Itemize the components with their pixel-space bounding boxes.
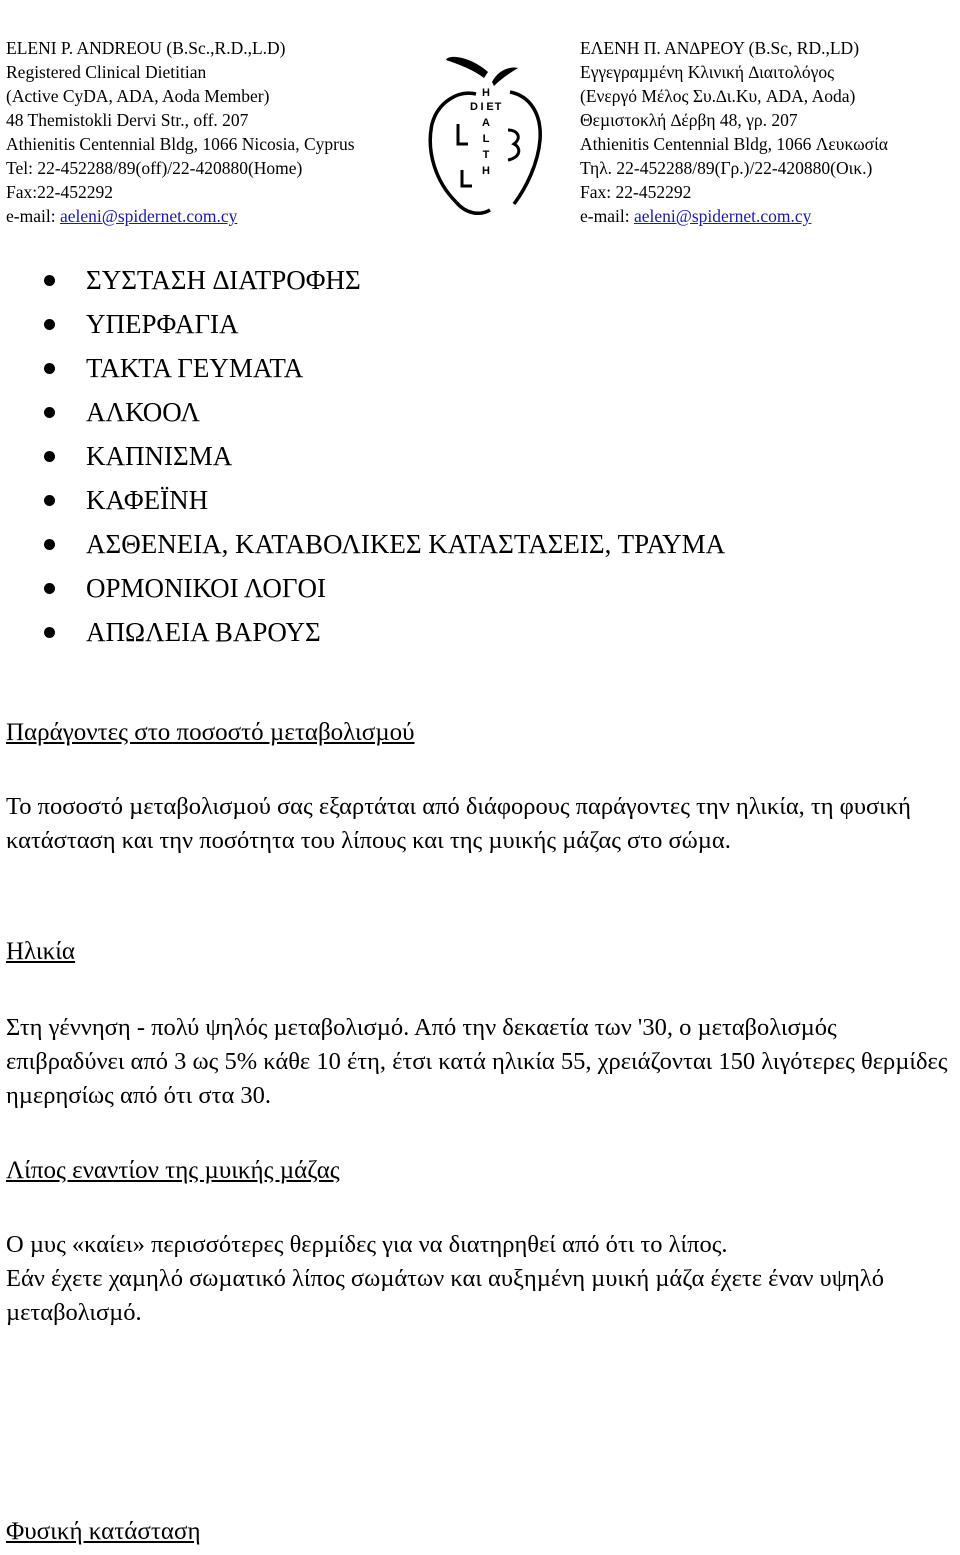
list-item-label: ΚΑΦΕΪΝΗ xyxy=(86,485,209,515)
list-item xyxy=(44,434,725,478)
logo-letter-e: E xyxy=(486,101,494,113)
telephone-gr: Τηλ. 22-452288/89(Γρ.)/22-420880(Οικ.) xyxy=(580,158,873,178)
bullet-icon xyxy=(44,451,55,462)
header-right xyxy=(580,36,888,228)
email-label: e-mail: xyxy=(6,206,60,226)
email-row-gr xyxy=(580,204,888,228)
dietitian-name-gr: ΕΛΕΝΗ Π. ΑΝ∆ΡΕΟΥ (B.Sc, RD.,LD) xyxy=(580,38,860,58)
list-item-label: ΚΑΠΝΙΣΜΑ xyxy=(86,441,233,471)
bullet-icon xyxy=(44,539,55,550)
address-line-1-gr: Θεµιστοκλή ∆έρβη 48, γρ. 207 xyxy=(580,110,798,130)
bullet-icon xyxy=(44,583,55,594)
logo-letter-h2: H xyxy=(482,165,490,177)
bullet-icon xyxy=(44,319,55,330)
list-item-label: ΤΑΚΤΑ ΓΕΥΜΑΤΑ xyxy=(86,353,304,383)
logo-letter-l: L xyxy=(482,133,490,145)
logo-letter-h: H xyxy=(482,87,490,99)
dietitian-title-gr: Εγγεγραµµένη Κλινική ∆ιαιτολόγος xyxy=(580,62,835,82)
list-item-label: ΑΛΚΟΟΛ xyxy=(86,397,200,427)
list-item-label: ΣΥΣΤΑΣΗ ∆ΙΑΤΡΟΦΗΣ xyxy=(86,265,361,295)
list-item xyxy=(44,346,725,390)
email-link[interactable]: aeleni@spidernet.com.cy xyxy=(59,206,238,226)
list-item xyxy=(44,302,725,346)
fat-paragraph-2: Εάν έχετε χαµηλό σωµατικό λίπος σωµάτων και αυξηµένη µυική µάζα έχετε έναν υψηλό µεταβολισµό. xyxy=(6,1265,884,1326)
membership-en: (Active CyDA, ADA, Aoda Member) xyxy=(6,86,270,106)
list-item-label: ΑΣΘΕΝΕΙΑ, ΚΑΤΑΒΟΛΙΚΕΣ ΚΑΤΑΣΤΑΣΕΙΣ, ΤΡΑΥΜΑ xyxy=(86,529,726,559)
list-item xyxy=(44,522,725,566)
fax-en: Fax:22-452292 xyxy=(6,182,113,202)
list-item xyxy=(44,478,725,522)
logo-letter-t2: T xyxy=(482,149,490,161)
bullet-icon xyxy=(44,275,55,286)
list-item-label: ΟΡΜΟΝΙΚΟΙ ΛΟΓΟΙ xyxy=(86,573,326,603)
bullet-icon xyxy=(44,363,55,374)
logo-letter-a: A xyxy=(482,117,490,129)
dietitian-name-en: ELENI P. ANDREOU (B.Sc.,R.D.,L.D) xyxy=(6,38,286,58)
bullet-icon xyxy=(44,495,55,506)
list-item xyxy=(44,258,725,302)
bullet-icon xyxy=(44,407,55,418)
header-left xyxy=(6,36,355,228)
logo-letter-i: I xyxy=(480,101,484,113)
list-item xyxy=(44,390,725,434)
address-line-2-en: Athienitis Centennial Bldg, 1066 Nicosia, Cyprus xyxy=(6,134,355,154)
fat-paragraph-1: Ο µυς «καίει» περισσότερες θερµίδες για να διατηρηθεί από ότι το λίπος. xyxy=(6,1231,728,1258)
fax-gr: Fax: 22-452292 xyxy=(580,182,692,202)
list-item xyxy=(44,610,725,654)
dietitian-title-en: Registered Clinical Dietitian xyxy=(6,62,207,82)
logo-letter-t: T xyxy=(494,101,502,113)
metabolism-paragraph: Το ποσοστό µεταβολισµού σας εξαρτάται από διάφορους παράγοντες την ηλικία, τη φυσική κατάσταση και την ποσότητα του λίπους και της µυικής µάζας στο σώµα. xyxy=(6,793,911,854)
membership-gr: (Ενεργό Μέλος Συ.∆ι.Κυ, ADA, Aoda) xyxy=(580,86,856,106)
list-item-label: ΑΠΩΛΕΙΑ ΒΑΡΟΥΣ xyxy=(86,617,321,647)
list-item-label: ΥΠΕΡΦΑΓΙΑ xyxy=(86,309,239,339)
age-heading: Ηλικία xyxy=(6,938,76,965)
age-paragraph: Στη γέννηση - πολύ ψηλός µεταβολισµό. Από την δεκαετία των '30, ο µεταβολισµός επιβραδύνει από 3 ως 5% κάθε 10 έτη, έτσι κατά ηλικία 55, χρειάζονται 150 λιγότερες θερµίδες ηµερησίως από ότι στα 30. xyxy=(6,1014,948,1109)
telephone-en: Tel: 22-452288/89(off)/22-420880(Home) xyxy=(6,158,303,178)
list-item xyxy=(44,566,725,610)
fitness-heading: Φυσική κατάσταση xyxy=(6,1518,201,1545)
logo-letter-d: D xyxy=(470,101,478,113)
address-line-2-gr: Athienitis Centennial Bldg, 1066 Λευκωσία xyxy=(580,134,888,154)
email-link[interactable]: aeleni@spidernet.com.cy xyxy=(633,206,812,226)
topic-list xyxy=(44,258,725,654)
email-label: e-mail: xyxy=(580,206,634,226)
address-line-1-en: 48 Themistokli Dervi Str., off. 207 xyxy=(6,110,249,130)
metabolism-heading: Παράγοντες στο ποσοστό µεταβολισµού xyxy=(6,719,415,746)
fat-heading: Λίπος εναντίον της µυικής µάζας xyxy=(6,1157,340,1184)
apple-logo-icon xyxy=(418,52,556,220)
email-row-en xyxy=(6,204,355,228)
bullet-icon xyxy=(44,627,55,638)
